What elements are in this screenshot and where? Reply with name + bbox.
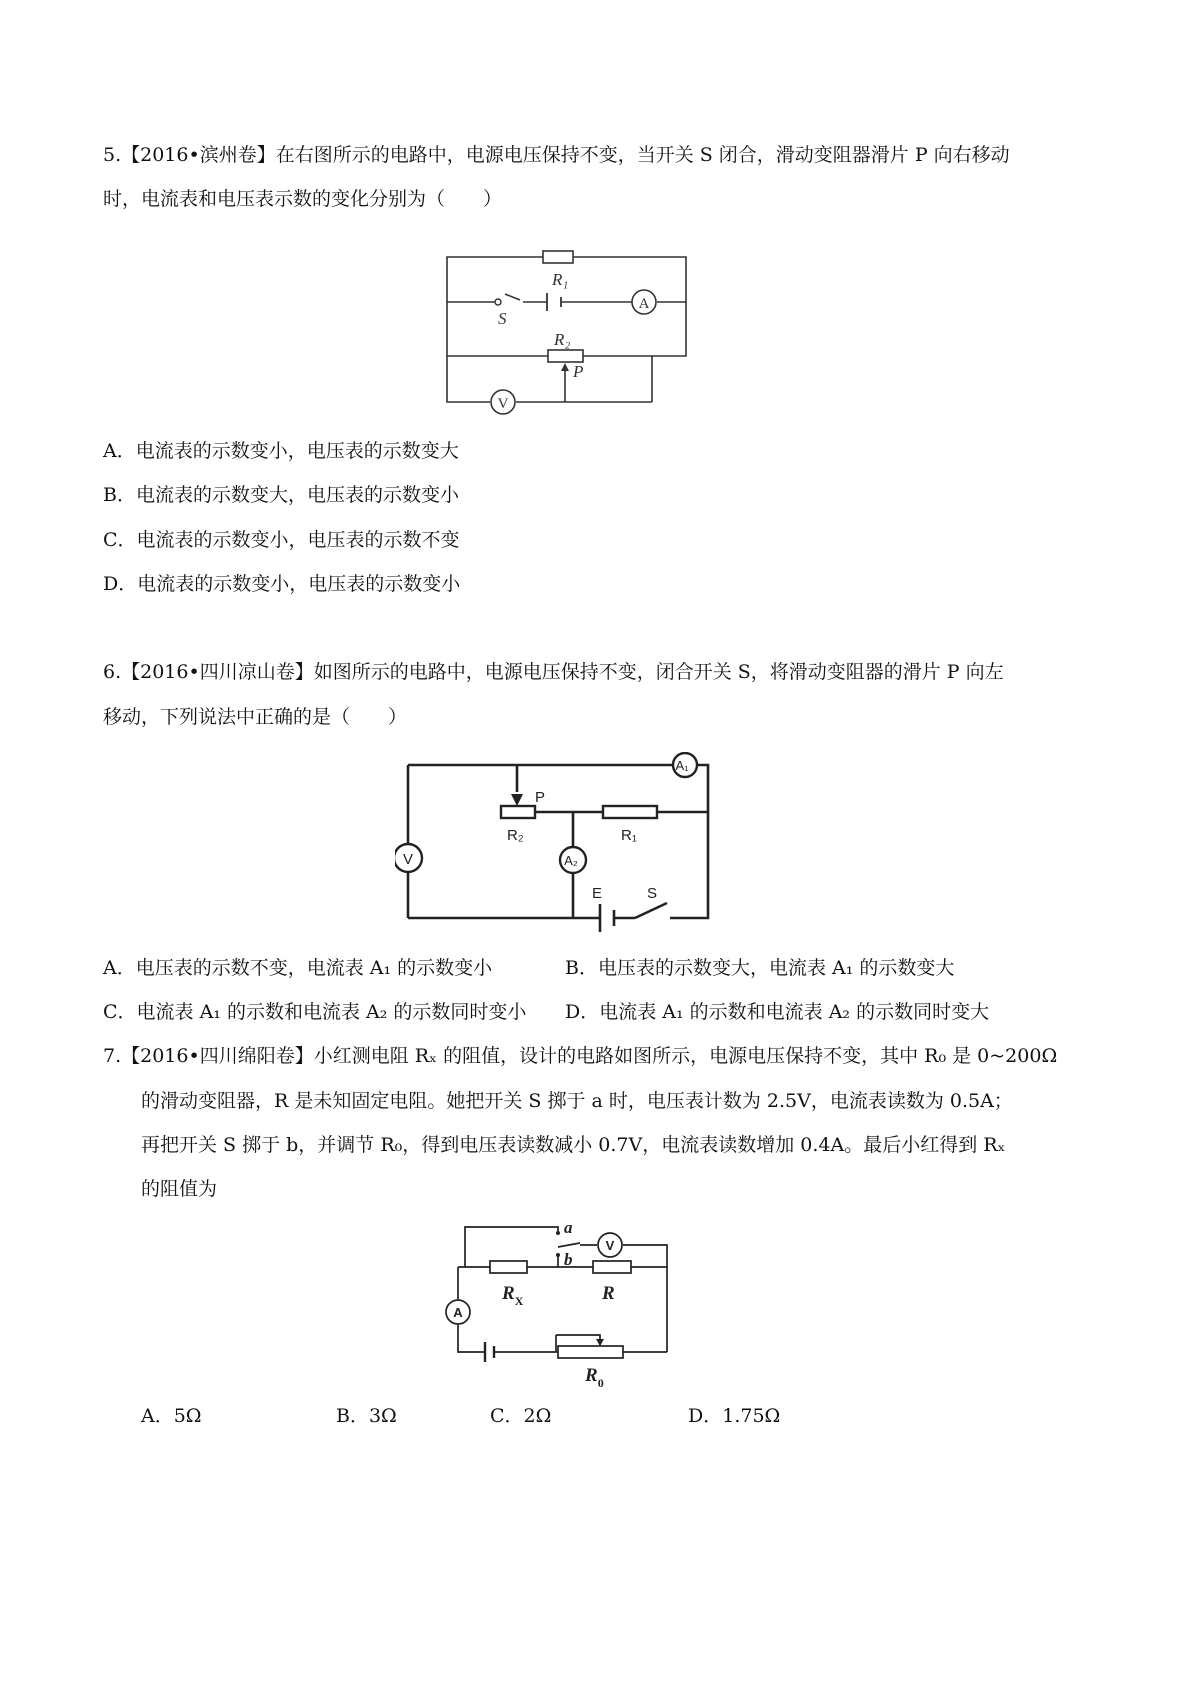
q5-r2-label: R₂ [554,330,571,349]
q6-r1-resistor [603,806,657,818]
q7-b-label: b [564,1250,573,1269]
q5-ammeter-label: A [638,296,650,312]
q7-stem-line-1: 7.【2016•四川绵阳卷】小红测电阻 Rₓ 的阻值，设计的电路如图所示，电源电压保持不变，其中 R₀ 是 0~200Ω [103,1045,1058,1067]
q6-option-b: B．电压表的示数变大，电流表 A₁ 的示数变大 [565,957,955,979]
q5-stem-line-2: 时，电流表和电压表示数的变化分别为（ ） [103,188,503,210]
q6-r2-rheostat [501,806,535,818]
q5-option-d: D．电流表的示数变小，电压表的示数变小 [103,573,461,595]
q6-a2-label: A₂ [564,853,578,868]
q7-stem-line-4: 的阻值为 [141,1178,218,1200]
q5-r1-label: R₁ [552,270,569,289]
q7-r-label: R [602,1283,615,1304]
q6-p-label: P [535,789,546,806]
q7-stem-line-3: 再把开关 S 掷于 b，并调节 R₀，得到电压表读数减小 0.7V，电流表读数增加 0.4A。最后小红得到 Rₓ [141,1134,1006,1156]
q7-option-b: B．3Ω [336,1405,397,1427]
q7-slider-arrow [596,1339,604,1346]
q5-r1-resistor [543,251,573,263]
q7-r-resistor [593,1261,631,1273]
q5-stem-line-1: 5.【2016•滨州卷】在右图所示的电路中，电源电压保持不变，当开关 S 闭合，滑动变阻器滑片 P 向右移动 [103,144,1010,166]
q6-a1-label: A₁ [675,758,689,773]
q7-circuit-diagram [430,1215,690,1395]
q7-option-d: D．1.75Ω [688,1405,781,1427]
q7-r0-rheostat [558,1346,623,1358]
q5-r2-rheostat [548,350,583,362]
q5-circuit-diagram [395,230,695,422]
q7-voltmeter-label: V [605,1238,615,1253]
q6-s-label: S [647,885,658,902]
q6-option-c: C．电流表 A₁ 的示数和电流表 A₂ 的示数同时变小 [103,1001,527,1023]
q5-option-b: B．电流表的示数变大，电压表的示数变小 [103,484,459,506]
q6-r2-label: R₂ [507,827,524,844]
q6-r1-label: R₁ [621,827,637,844]
q7-contact-b [556,1253,560,1257]
q5-s-label: S [498,309,507,328]
q6-circuit-diagram [395,752,725,932]
q5-voltmeter-label: V [497,396,509,412]
q6-option-d: D．电流表 A₁ 的示数和电流表 A₂ 的示数同时变大 [565,1001,990,1023]
q6-voltmeter-label: V [402,851,414,868]
q7-contact-a [556,1231,560,1235]
q6-stem-line-2: 移动，下列说法中正确的是（ ） [103,706,408,728]
q5-slider-arrow [561,363,569,371]
q6-slider-arrow [511,794,523,806]
q5-battery [547,293,561,311]
q6-e-label: E [592,885,603,902]
q7-option-a: A．5Ω [141,1405,202,1427]
q7-ammeter-label: A [453,1305,463,1320]
q7-r0-label: $R_0$ [585,1365,604,1390]
q5-option-a: A．电流表的示数变小，电压表的示数变大 [103,440,459,462]
q7-stem-line-2: 的滑动变阻器，R 是未知固定电阻。她把开关 S 掷于 a 时，电压表计数为 2.5V，电流表读数为 0.5A； [141,1090,1013,1112]
q7-battery [485,1342,494,1362]
q6-option-a: A．电压表的示数不变，电流表 A₁ 的示数变小 [103,957,493,979]
q7-rx-label: $R_X$ [502,1283,524,1308]
q7-rx-resistor [490,1261,527,1273]
q6-battery [600,904,614,932]
q5-p-label: P [573,362,584,381]
q7-a-label: a [564,1218,573,1237]
q7-option-c: C．2Ω [490,1405,552,1427]
q5-switch [495,299,501,305]
q5-option-c: C．电流表的示数变小，电压表的示数不变 [103,529,460,551]
q6-stem-line-1: 6.【2016•四川凉山卷】如图所示的电路中，电源电压保持不变，闭合开关 S，将滑动变阻器的滑片 P 向左 [103,661,1004,683]
